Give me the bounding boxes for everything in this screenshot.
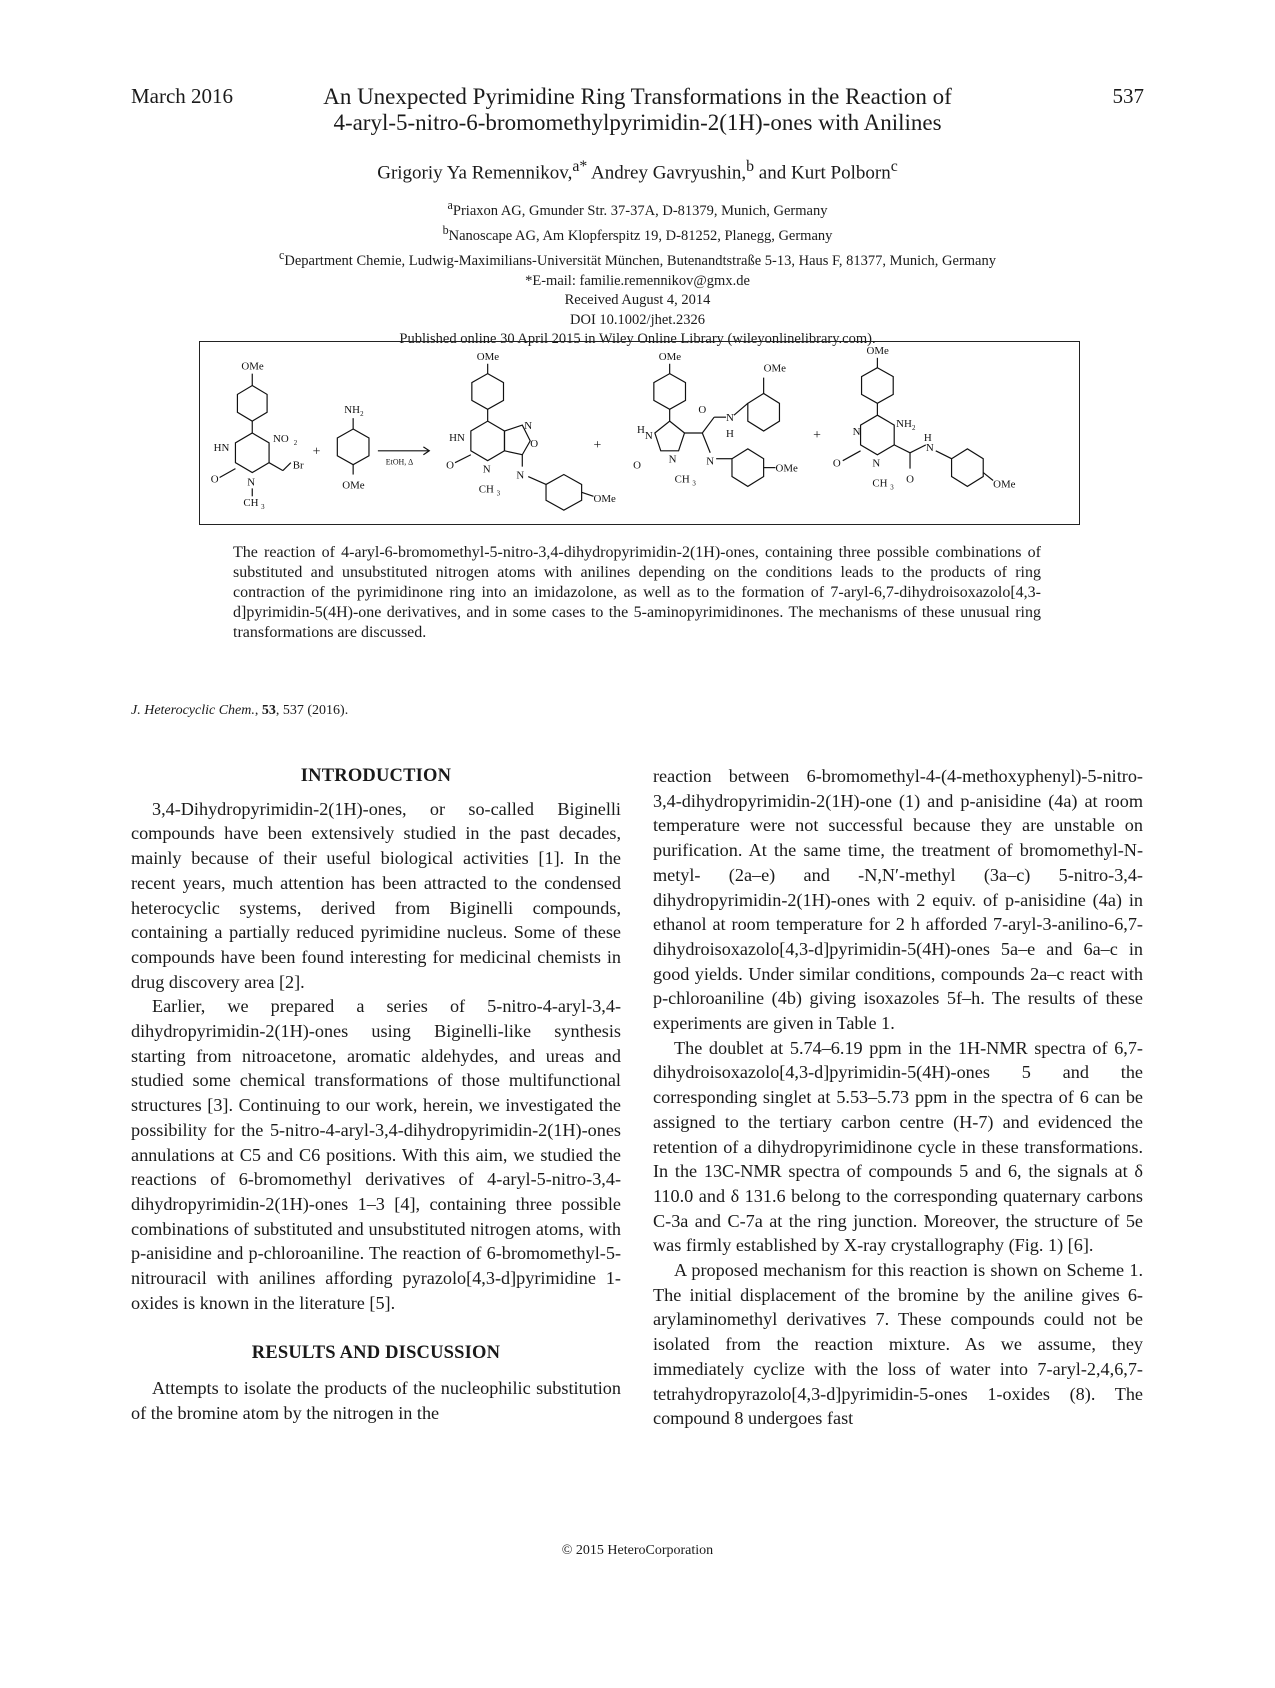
title-line-1: An Unexpected Pyrimidine Ring Transformations in the Reaction of xyxy=(323,84,952,109)
svg-text:CH: CH xyxy=(872,477,888,490)
svg-text:OMe: OMe xyxy=(241,360,264,373)
product-imidazolone xyxy=(633,351,798,488)
plus-1: + xyxy=(312,443,321,459)
intro-heading: INTRODUCTION xyxy=(300,766,452,786)
intro-paragraph-1: 3,4-Dihydropyrimidin-2(1H)-ones, or so-called Biginelli compounds have been extensively studied in the past decades, mainly because of their useful biological activities [1]. In the recent years, much attention has been attracted to the condensed heterocyclic systems, derived from Biginelli compounds, containing a partially reduced pyrimidine nucleus. Some of these compounds have been found interesting for medicinal chemists in drug discovery area [2]. xyxy=(131,798,621,992)
received-date: Received August 4, 2014 xyxy=(564,292,711,309)
svg-text:EtOH, Δ: EtOH, Δ xyxy=(385,457,414,467)
svg-text:O: O xyxy=(906,473,914,486)
author-1: Grigoriy Ya Remennikov, xyxy=(377,162,573,184)
svg-text:CH: CH xyxy=(478,483,494,496)
svg-text:N: N xyxy=(668,453,677,466)
svg-text:HN: HN xyxy=(449,431,465,444)
svg-text:O: O xyxy=(446,459,454,472)
svg-text:N: N xyxy=(482,463,491,476)
intro-paragraph-2: Earlier, we prepared a series of 5-nitro-4-aryl-3,4-dihydropyrimidin-2(1H)-ones using Biginelli-like synthesis starting from nitroacetone, aromatic aldehydes, and ureas and studied some chemical transformations of those multifunctional structures [3]. Continuing to our work, herein, we investigated the possibility for the 5-nitro-4-aryl-3,4-dihydropyrimidin-2(1H)-ones annulations at C5 and C6 positions. With this aim, we studied the reactions of 6-bromomethyl derivatives of 4-aryl-5-nitro-3,4-dihydropyrimidin-2(1H)-ones 1–3 [4], containing three possible combinations of substituted and unsubstituted nitrogen atoms, with p-anisidine and p-chloroaniline. The reaction of 6-bromomethyl-5-nitrouracil with anilines affording pyrazolo[4,3-d]pyrimidine 1-oxides is known in the literature [5]. xyxy=(131,996,621,1313)
journal-name: J. Heterocyclic Chem. xyxy=(131,703,255,718)
svg-text:3: 3 xyxy=(890,484,894,492)
plus-2: + xyxy=(593,436,602,452)
author-3: and Kurt Polborn xyxy=(754,162,891,184)
doi: DOI 10.1002/jhet.2326 xyxy=(570,311,705,328)
affiliation-c: $^c$Department Chemie, Ludwig-Maximilians-Universität München, Butenandtstraße 5-13, Haus F, 81377, Munich, Germany xyxy=(279,248,996,270)
svg-text:O: O xyxy=(530,437,539,450)
journal-volume: 53 xyxy=(261,703,276,718)
graphical-abstract-scheme xyxy=(199,341,1080,525)
svg-text:NO: NO xyxy=(273,432,289,445)
svg-text:N: N xyxy=(925,441,934,454)
product-isoxazolopyrimidinone xyxy=(446,351,616,510)
svg-text:NH: NH xyxy=(344,404,360,417)
svg-text:2: 2 xyxy=(293,439,298,447)
header-date: March 2016 xyxy=(131,84,234,108)
svg-text:HN: HN xyxy=(213,441,230,454)
svg-text:N: N xyxy=(872,457,881,470)
right-paragraph-1: reaction between 6-bromomethyl-4-(4-methoxyphenyl)-5-nitro-3,4-dihydropyrimidin-2(1H)-one (1) and p-anisidine (4a) at room temperature were not successful because they are unstable on purification. At the same time, the treatment of bromomethyl-N-metyl- (2a–e) and -N,N′-methyl (3a–c) 5-nitro-3,4-dihydropyrimidin-2(1H)-ones with 2 equiv. of p-anisidine (4a) in ethanol at room temperature for 2 h afforded 7-aryl-3-anilino-6,7-dihydroisoxazolo[4,3-d]pyrimidin-5(4H)-ones 5a–e and 6a–c in good yields. Under similar conditions, compounds 2a–c react with p-chloroaniline (4b) giving isoxazoles 5f–h. The results of these experiments are given in Table 1. xyxy=(653,766,1143,1034)
svg-text:N: N xyxy=(524,420,533,433)
copyright-footer: © 2015 HeteroCorporation xyxy=(561,1543,714,1558)
article-metadata xyxy=(131,196,1144,349)
author-2-affil: b xyxy=(746,158,755,175)
corresponding-email: *E-mail: familie.remennikov@gmx.de xyxy=(525,272,750,289)
published-online: Published online 30 April 2015 in Wiley Online Library (wileyonlinelibrary.com). xyxy=(399,330,876,347)
affiliation-a: $^a$Priaxon AG, Gmunder Str. 37-37A, D-81379, Munich, Germany xyxy=(447,198,828,219)
svg-text:OMe: OMe xyxy=(866,344,889,357)
page-number: 537 xyxy=(1112,84,1144,108)
svg-text:N: N xyxy=(516,469,525,482)
svg-text:N: N xyxy=(726,412,734,425)
svg-text:NH: NH xyxy=(896,418,912,431)
svg-text:H: H xyxy=(923,431,932,444)
svg-text:OMe: OMe xyxy=(658,350,682,363)
left-column xyxy=(131,764,621,1426)
plus-3: + xyxy=(813,426,821,442)
reaction-arrow xyxy=(378,447,429,467)
affiliation-b: $^b$Nanoscape AG, Am Klopferspitz 19, D-81252, Planegg, Germany xyxy=(442,223,833,245)
svg-text:N: N xyxy=(852,425,861,438)
results-paragraph-1: Attempts to isolate the products of the nucleophilic substitution of the bromine atom by the nitrogen in the xyxy=(131,1378,621,1423)
svg-text:CH: CH xyxy=(674,473,690,486)
author-3-affil: c xyxy=(890,158,898,175)
svg-text:2: 2 xyxy=(912,425,916,433)
svg-text:OMe: OMe xyxy=(476,350,500,363)
svg-text:O: O xyxy=(210,473,219,486)
reaction-scheme xyxy=(200,342,1079,524)
author-list xyxy=(131,156,1144,184)
svg-text:O: O xyxy=(832,457,841,470)
reactant-anisidine xyxy=(337,404,369,491)
right-paragraph-3: A proposed mechanism for this reaction is shown on Scheme 1. The initial displacement of the bromine by the aniline gives 6-arylaminomethyl derivatives 7. These compounds could not be isolated from the reaction mixture. As we assume, they immediately cyclize with the loss of water into 7-aryl-2,4,6,7-tetrahydropyrazolo[4,3-d]pyrimidin-5-ones 1-oxides (8). The compound 8 undergoes fast xyxy=(653,1260,1143,1429)
svg-text:Br: Br xyxy=(292,459,304,472)
right-column xyxy=(653,764,1143,1431)
svg-text:H: H xyxy=(637,424,645,436)
svg-text:OMe: OMe xyxy=(593,493,616,506)
svg-text:3: 3 xyxy=(496,490,501,498)
reactant-pyrimidinone xyxy=(211,361,304,511)
svg-text:OMe: OMe xyxy=(342,479,365,492)
svg-text:OMe: OMe xyxy=(775,462,798,475)
svg-text:OMe: OMe xyxy=(763,362,786,375)
journal-citation: J. Heterocyclic Chem., 53, 537 (2016). xyxy=(131,703,349,718)
citation-rest: , 537 (2016). xyxy=(275,703,349,718)
author-1-affil: a* xyxy=(572,158,588,175)
right-paragraph-2: The doublet at 5.74–6.19 ppm in the 1H-NMR spectra of 6,7-dihydroisoxazolo[4,3-d]pyrimidin-5(4H)-ones 5 and the corresponding singlet at 5.53–5.73 ppm in the spectra of 6 can be assigned to the tertiary carbon centre (H-7) and evidenced the retention of a dihydropyrimidinone cycle in these transformations. In the 13C-NMR spectra of compounds 5 and 6, the signals at δ 110.0 and δ 131.6 belong to the corresponding quaternary carbons C-3a and C-7a at the ring junction. Moreover, the structure of 5e was firmly established by X-ray crystallography (Fig. 1) [6]. xyxy=(653,1037,1143,1256)
svg-text:O: O xyxy=(633,459,641,472)
svg-text:CH: CH xyxy=(243,497,259,510)
results-heading: RESULTS AND DISCUSSION xyxy=(251,1343,501,1364)
svg-text:O: O xyxy=(698,404,707,417)
svg-text:3: 3 xyxy=(261,504,265,512)
title-line-2: 4-aryl-5-nitro-6-bromomethylpyrimidin-2(1H)-ones with Anilines xyxy=(333,110,942,135)
abstract: The reaction of 4-aryl-6-bromomethyl-5-nitro-3,4-dihydropyrimidin-2(1H)-ones, containing three possible combinations of substituted and unsubstituted nitrogen atoms with anilines depending on the conditions leads to the products of ring contraction of the pyrimidinone ring into an imidazolone, as well as to the formation of 7-aryl-6,7-dihydroisoxazolo[4,3-d]pyrimidin-5(4H)-one derivatives, and in some cases to the 5-aminopyrimidinones. The mechanisms of these unusual ring transformations are discussed. xyxy=(233,544,1041,641)
svg-text:OMe: OMe xyxy=(993,478,1016,491)
svg-text:2: 2 xyxy=(360,411,364,419)
svg-text:N: N xyxy=(644,429,653,442)
author-2: Andrey Gavryushin, xyxy=(587,162,747,184)
svg-text:N: N xyxy=(706,455,715,468)
svg-text:N: N xyxy=(247,476,256,489)
svg-text:H: H xyxy=(726,427,734,440)
svg-text:3: 3 xyxy=(692,480,696,488)
product-aminopyrimidinone xyxy=(833,345,1016,492)
article-title xyxy=(240,84,1035,136)
